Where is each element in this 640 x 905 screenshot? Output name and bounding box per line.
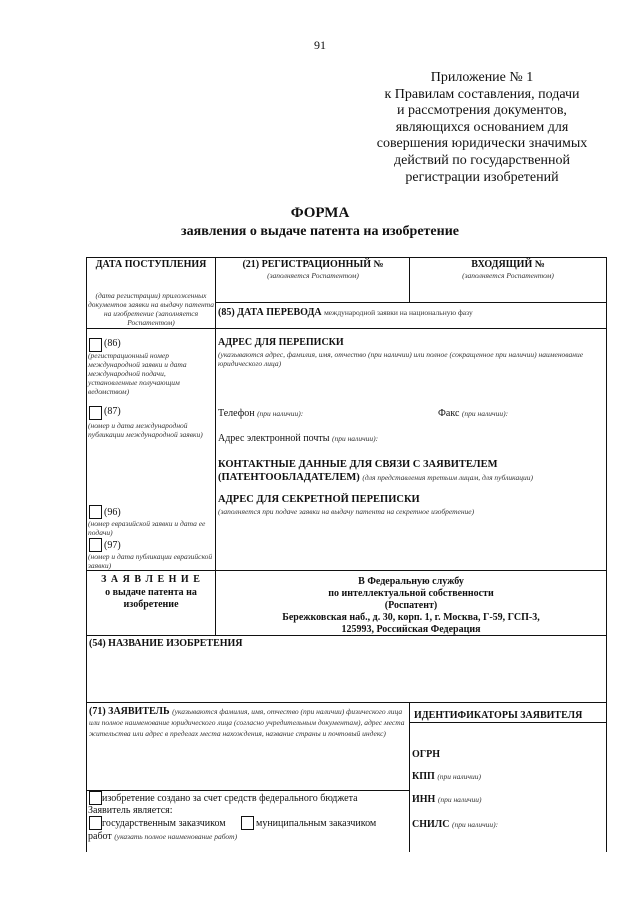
appendix-line: являющихся основанием для xyxy=(395,119,569,135)
address-line: по интеллектуальной собственности xyxy=(328,588,494,599)
kpp-label: КПП xyxy=(412,771,435,782)
appendix-line: регистрации изобретений xyxy=(405,169,559,185)
row-line xyxy=(86,570,607,571)
col-divider-bottom xyxy=(409,702,410,852)
checkbox-87[interactable] xyxy=(89,406,102,420)
inn-label: ИНН xyxy=(412,794,436,805)
recipient-address xyxy=(216,576,606,636)
reg-number-label: (21) РЕГИСТРАЦИОННЫЙ № xyxy=(242,259,384,270)
works-note: (указать полное наименование работ) xyxy=(114,832,238,841)
receipt-date-label: ДАТА ПОСТУПЛЕНИЯ xyxy=(95,259,207,270)
field-96-label: (96) xyxy=(104,507,121,518)
address-line: В Федеральную службу xyxy=(358,576,464,587)
kpp-note: (при наличии) xyxy=(437,772,482,781)
email-label: Адрес электронной почты xyxy=(218,433,330,444)
field-87-label: (87) xyxy=(104,406,121,417)
applicant-label: (71) ЗАЯВИТЕЛЬ xyxy=(89,706,170,717)
invention-name-label: (54) НАЗВАНИЕ ИЗОБРЕТЕНИЯ xyxy=(89,638,243,649)
email-field[interactable] xyxy=(218,433,378,444)
field-86-label: (86) xyxy=(104,338,121,349)
applicant-is-label: Заявитель является: xyxy=(88,805,173,816)
appendix-line: и рассмотрения документов, xyxy=(397,103,567,119)
appendix-line: Приложение № 1 xyxy=(430,70,534,85)
row-line xyxy=(215,328,606,329)
phone-label: Телефон xyxy=(218,408,255,419)
transfer-date xyxy=(218,307,604,318)
works-label: работ xyxy=(88,831,112,842)
state-customer-label: государственным заказчиком xyxy=(102,818,226,829)
ids-title: ИДЕНТИФИКАТОРЫ ЗАЯВИТЕЛЯ xyxy=(414,710,583,721)
inn-note: (при наличии) xyxy=(437,795,482,804)
row-line xyxy=(409,722,607,723)
field-86-note: (регистрационный номер международной заявки и дата международной подачи, установленные получающим ведомством) xyxy=(88,351,187,396)
applicant-block xyxy=(89,706,407,739)
col-divider-top xyxy=(409,257,410,302)
applicant-note: (указываются фамилия, имя, отчество (при наличии) физического лица или полное наименование юридического лица (согласно учредительным документам), адрес места жительства или адрес в пределах места нахождения, название страны и почтовый индекс) xyxy=(89,707,405,738)
statement-sub2: изобретение xyxy=(123,599,179,610)
border-left xyxy=(86,257,87,852)
address-line: 125993, Российская Федерация xyxy=(341,624,481,635)
snils-label: СНИЛС xyxy=(412,819,450,830)
phone-field[interactable] xyxy=(218,408,303,419)
address-line: Бережковская наб., д. 30, корп. 1, г. Москва, Г-59, ГСП-3, xyxy=(282,612,540,623)
contact-note: (для представления третьим лицам, для публикации) xyxy=(362,473,533,482)
field-96-note: (номер евразийской заявки и дата ее подачи) xyxy=(88,519,206,537)
row-line xyxy=(86,702,607,703)
border-top xyxy=(86,257,607,258)
incoming-number-label: ВХОДЯЩИЙ № xyxy=(471,259,545,270)
receipt-date-note: (дата регистрации) приложенных документов заявки на выдачу патента на изобретение (заполняется Роспатентом) xyxy=(88,291,215,327)
email-note: (при наличии): xyxy=(331,434,379,443)
checkbox-97[interactable] xyxy=(89,538,102,552)
statement-sub1: о выдаче патента на xyxy=(105,587,197,598)
fax-field[interactable] xyxy=(438,408,508,419)
corr-address-label: АДРЕС ДЛЯ ПЕРЕПИСКИ xyxy=(218,337,344,348)
appendix-line: совершения юридически значимых xyxy=(376,136,588,152)
field-97-label: (97) xyxy=(104,540,121,551)
row-line xyxy=(86,328,216,329)
checkbox-96[interactable] xyxy=(89,505,102,519)
fax-note: (при наличии): xyxy=(461,409,509,418)
snils-note: (при наличии): xyxy=(451,820,499,829)
appendix-line: к Правилам составления, подачи xyxy=(384,86,580,102)
checkbox-86[interactable] xyxy=(89,338,102,352)
federal-budget-label: изобретение создано за счет средств федерального бюджета xyxy=(102,793,358,804)
phone-note: (при наличии): xyxy=(257,409,304,418)
field-87-note: (номер и дата международной публикации международной заявки) xyxy=(88,421,203,439)
corr-address-note: (указываются адрес, фамилия, имя, отчество (при наличии) или полное (сокращенное при наличии) наименование юридического лица) xyxy=(218,350,584,368)
form-subtitle: заявления о выдаче патента на изобретение xyxy=(181,224,459,239)
checkbox-federal-budget[interactable] xyxy=(89,791,102,805)
incoming-number-note: (заполняется Роспатентом) xyxy=(462,271,554,280)
checkbox-state-customer[interactable] xyxy=(89,816,102,830)
row-line xyxy=(215,302,606,303)
contact-data xyxy=(218,458,604,484)
appendix-header xyxy=(352,70,612,186)
row-line xyxy=(86,790,410,791)
contact-label: КОНТАКТНЫЕ ДАННЫЕ ДЛЯ СВЯЗИ С ЗАЯВИТЕЛЕМ (ПАТЕНТООБЛАДАТЕЛЕМ) xyxy=(218,459,498,483)
page-number: 91 xyxy=(314,38,326,52)
secret-address-note: (заполняется при подаче заявки на выдачу патента на секретное изобретение) xyxy=(218,507,475,516)
field-97-note: (номер и дата публикации евразийской заявки) xyxy=(88,552,213,570)
reg-number-note: (заполняется Роспатентом) xyxy=(267,271,359,280)
ogrn-label: ОГРН xyxy=(412,749,441,760)
municipal-customer-label: муниципальным заказчиком xyxy=(256,818,377,829)
appendix-line: действий по государственной xyxy=(393,152,571,168)
checkbox-municipal-customer[interactable] xyxy=(241,816,254,830)
kpp-field[interactable] xyxy=(412,771,481,782)
secret-address-label: АДРЕС ДЛЯ СЕКРЕТНОЙ ПЕРЕПИСКИ xyxy=(218,494,420,505)
snils-field[interactable] xyxy=(412,819,498,830)
transfer-date-label: (85) ДАТА ПЕРЕВОДА xyxy=(218,307,322,318)
works-field xyxy=(88,831,237,842)
address-line: (Роспатент) xyxy=(384,600,438,611)
fax-label: Факс xyxy=(438,408,460,419)
form-title: ФОРМА xyxy=(290,205,350,221)
border-right xyxy=(606,257,607,852)
inn-field[interactable] xyxy=(412,794,482,805)
statement-title: З А Я В Л Е Н И Е xyxy=(101,574,201,585)
transfer-date-note: международной заявки на национальную фазу xyxy=(324,308,473,317)
